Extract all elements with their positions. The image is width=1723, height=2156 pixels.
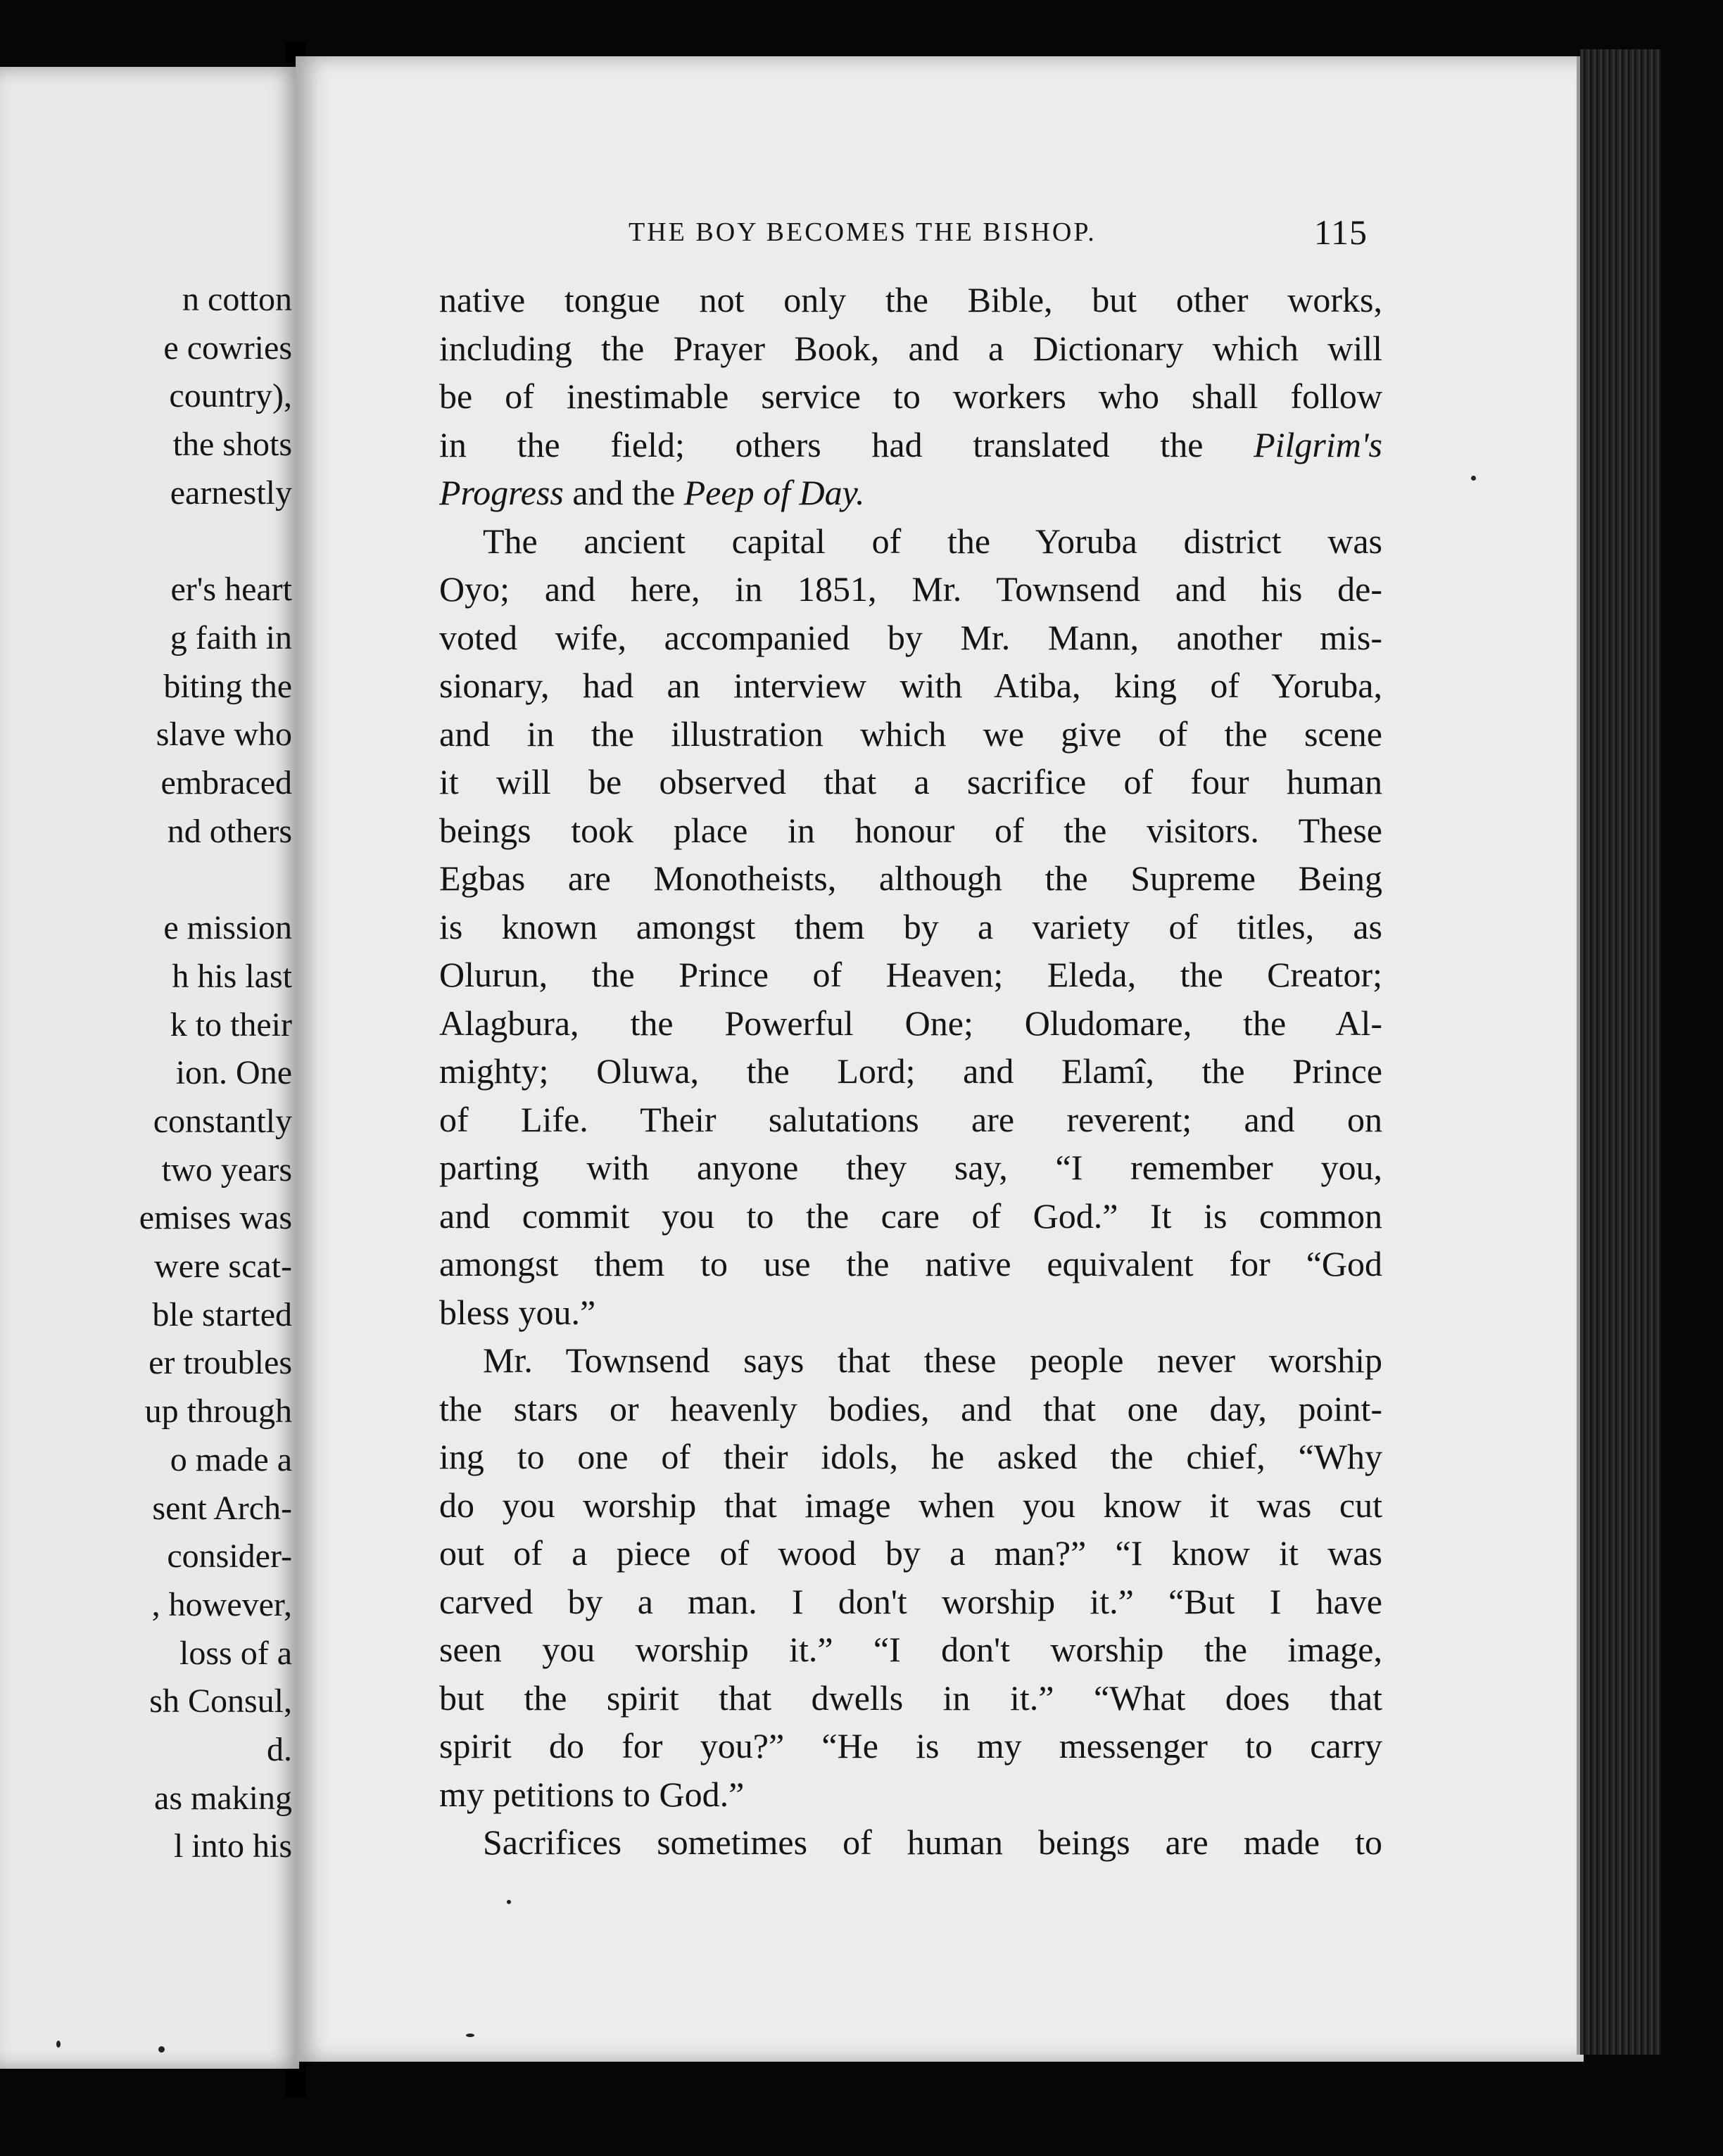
text-line: and in the illustration which we give of the scene: [439, 714, 1382, 754]
left-page-line: ble started: [152, 1295, 292, 1333]
text-fragment: in the field; others had translated the: [439, 424, 1204, 464]
text-line: parting with anyone they say, “I remember you,: [439, 1148, 1382, 1187]
paper-speck: [1471, 476, 1476, 481]
text-line: but the spirit that dwells in it.” “What does that: [439, 1678, 1382, 1718]
left-page-line: er troubles: [149, 1344, 292, 1382]
left-page-line: embraced: [160, 764, 292, 801]
text-line: mighty; Oluwa, the Lord; and Elamî, the Prince: [439, 1051, 1382, 1091]
text-line: amongst them to use the native equivalent for “God: [439, 1244, 1382, 1283]
left-page-line: biting the: [163, 667, 292, 705]
italic-title: Peep of Day.: [683, 473, 865, 512]
text-line: [439, 421, 1382, 469]
text-line: and commit you to the care of God.” It is common: [439, 1196, 1382, 1236]
left-page-line: nd others: [167, 812, 292, 850]
italic-title: Pilgrim's: [1254, 424, 1383, 464]
left-page-line: constantly: [153, 1102, 292, 1140]
left-page-line: o made a: [170, 1440, 292, 1478]
left-page-line: as making: [154, 1779, 292, 1817]
left-page-line: h his last: [172, 957, 292, 995]
text-line: carved by a man. I don't worship it.” “But I have: [439, 1581, 1382, 1621]
paper-speck: [507, 1900, 511, 1904]
left-page-line: er's heart: [170, 571, 292, 609]
text-line: native tongue not only the Bible, but other works,: [439, 280, 1382, 319]
left-page-line: consider-: [167, 1537, 292, 1575]
text-line: Olurun, the Prince of Heaven; Eleda, the Creator;: [439, 955, 1382, 994]
left-page-line: the shots: [172, 426, 292, 464]
text-line: The ancient capital of the Yoruba district was: [483, 521, 1382, 561]
text-line: including the Prayer Book, and a Dictionary which will: [439, 328, 1382, 368]
text-line: bless you.”: [439, 1292, 596, 1332]
text-line: my petitions to God.”: [439, 1774, 745, 1814]
text-line: be of inestimable service to workers who shall follow: [439, 376, 1382, 416]
page-edges: [1580, 49, 1661, 2055]
left-page-line: slave who: [156, 716, 292, 754]
left-page-line: loss of a: [179, 1634, 292, 1672]
text-line: Sacrifices sometimes of human beings are made to: [483, 1822, 1382, 1862]
left-page-line: , however,: [151, 1585, 292, 1623]
text-line: Oyo; and here, in 1851, Mr. Townsend and his de-: [439, 569, 1382, 609]
left-page-line: d.: [267, 1731, 292, 1768]
paper-speck: [466, 2034, 474, 2037]
text-line: Alagbura, the Powerful One; Oludomare, the Al-: [439, 1003, 1382, 1043]
left-page-line: emises was: [139, 1199, 292, 1237]
running-header: [629, 204, 1368, 260]
left-page-line: earnestly: [170, 474, 292, 512]
left-page-line: g faith in: [170, 619, 292, 657]
left-page-line: up through: [144, 1393, 292, 1431]
italic-title: Progress: [439, 473, 564, 512]
text-line: is known amongst them by a variety of titles, as: [439, 906, 1382, 946]
left-page-line: sh Consul,: [149, 1682, 292, 1720]
left-page-line: ion. One: [175, 1054, 292, 1092]
left-page-line: sent Arch-: [152, 1489, 292, 1527]
text-line: Egbas are Monotheists, although the Supreme Being: [439, 858, 1382, 898]
left-page-line: e mission: [163, 909, 292, 947]
left-page-line: two years: [161, 1150, 292, 1188]
text-line: it will be observed that a sacrifice of four human: [439, 762, 1382, 801]
text-line: voted wife, accompanied by Mr. Mann, another mis-: [439, 617, 1382, 657]
paper-speck: [158, 2046, 165, 2053]
text-line: sionary, had an interview with Atiba, king of Yoruba,: [439, 666, 1382, 705]
text-line: do you worship that image when you know it was cut: [439, 1485, 1382, 1525]
text-line: beings took place in honour of the visitors. These: [439, 810, 1382, 850]
paper-speck: [56, 2041, 61, 2048]
text-line: Mr. Townsend says that these people never worship: [483, 1340, 1382, 1380]
left-page-line: l into his: [173, 1827, 292, 1865]
left-page-line: k to their: [170, 1006, 292, 1044]
left-page-line: were scat-: [154, 1248, 292, 1285]
left-page: [0, 67, 299, 2069]
left-page-line: country),: [169, 377, 292, 415]
text-line: out of a piece of wood by a man?” “I know it was: [439, 1533, 1382, 1573]
text-line: spirit do for you?” “He is my messenger to carry: [439, 1726, 1382, 1765]
page-number: 115: [1313, 213, 1368, 252]
text-line: seen you worship it.” “I don't worship the image,: [439, 1630, 1382, 1669]
text-fragment: and the: [572, 473, 676, 512]
text-line: the stars or heavenly bodies, and that one day, point-: [439, 1388, 1382, 1428]
text-line: of Life. Their salutations are reverent; and on: [439, 1099, 1382, 1139]
text-line: [439, 469, 1382, 517]
text-line: ing to one of their idols, he asked the chief, “Why: [439, 1437, 1382, 1476]
left-page-line: e cowries: [163, 329, 292, 367]
left-page-line: n cotton: [182, 281, 292, 318]
body-text: [439, 276, 1382, 1867]
running-title: THE BOY BECOMES THE BISHOP.: [629, 217, 1097, 247]
